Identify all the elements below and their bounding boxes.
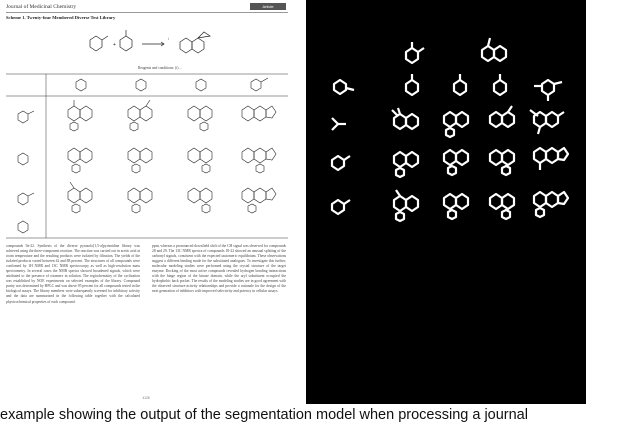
- mask-structure: [490, 106, 514, 127]
- journal-name: Journal of Medicinal Chemistry: [6, 4, 77, 10]
- mask-structure: [334, 80, 354, 94]
- mask-structure: [494, 74, 506, 95]
- mask-structure: [482, 38, 506, 61]
- mask-structure: [332, 200, 350, 214]
- mask-structure: [534, 192, 568, 217]
- segmentation-output: [306, 0, 586, 404]
- mask-structure: [392, 108, 418, 129]
- scheme-table: [6, 72, 288, 240]
- mask-structure: [444, 150, 468, 175]
- svg-text:+: +: [113, 42, 116, 48]
- mask-structure: [530, 110, 564, 134]
- mask-structure: [406, 42, 424, 63]
- mask-structure: [534, 80, 562, 101]
- mask-structure: [444, 194, 468, 219]
- mask-structure: [454, 74, 466, 95]
- mask-structure: [534, 148, 568, 170]
- header-rule: [6, 12, 288, 13]
- mask-structure: [332, 118, 346, 130]
- mask-structure: [490, 194, 514, 219]
- segmentation-mask-image: [306, 0, 586, 404]
- body-text-column-left: compounds 9a-22. Synthesis of the diverse pyrazolo[1,5-a]pyrimidine library was achieved using the three-component reaction. The reaction was carried out in acetic acid at room temperature and the resulting products were isolated by filtration. The yields of the isolated products varied between 42 and 88 percent. The structures of all compounds were confirmed by 1H NMR and 13C NMR spectroscopy as well as high-resolution mass spectrometry. In several cases the NMR spectra showed broadened signals, which were attributed to the presence of rotamers in solution. The regiochemistry of the cyclization was established by NOE experiments on selected examples of the library. Compound purity was determined by HPLC and was above 95 percent for all compounds tested in the biological assays. The library members were subsequently screened for inhibitory activity and the data are summarized in the following table together with the calculated physicochemical properties of each compound.: [6, 244, 140, 304]
- mask-structure: [490, 150, 514, 175]
- journal-page: [0, 0, 292, 404]
- mask-structure: [394, 152, 418, 177]
- page-footer: 4128: [142, 396, 150, 400]
- mask-structure: [394, 190, 418, 221]
- scheme-title: Scheme 1. Twenty-four Membered Diverse Test Library: [6, 15, 116, 20]
- reagents-line: Reagents and conditions: (i) ...: [137, 66, 182, 70]
- figure-caption: example showing the output of the segmentation model when processing a journal: [0, 407, 528, 423]
- svg-text:i: i: [168, 37, 169, 41]
- mask-structure: [406, 74, 418, 95]
- body-text-column-right: ppm, whereas a pronounced downfield shift of the CH signal was observed for compounds 28 and 29. The 13C NMR spectra of compounds 18-22 showed an unusual splitting of the carbonyl signals, consistent with the expected tautomeric equilibrium. These observations suggest a different binding mode for the substituted analogues. To investigate this further, molecular modeling studies were performed using the crystal structure of the target enzyme. Docking of the most active compounds revealed hydrogen bonding interactions with the hinge region of the kinase domain, while the aryl substituent occupied the hydrophobic back pocket. The results of the modeling studies are in good agreement with the observed structure-activity relationships and provide a rationale for the design of the next generation of inhibitors with improved selectivity and potency in cellular assays.: [152, 244, 286, 294]
- mask-structure: [444, 112, 468, 137]
- mask-structure: [332, 156, 350, 170]
- article-badge: Article: [250, 3, 286, 10]
- reaction-scheme: [80, 26, 230, 62]
